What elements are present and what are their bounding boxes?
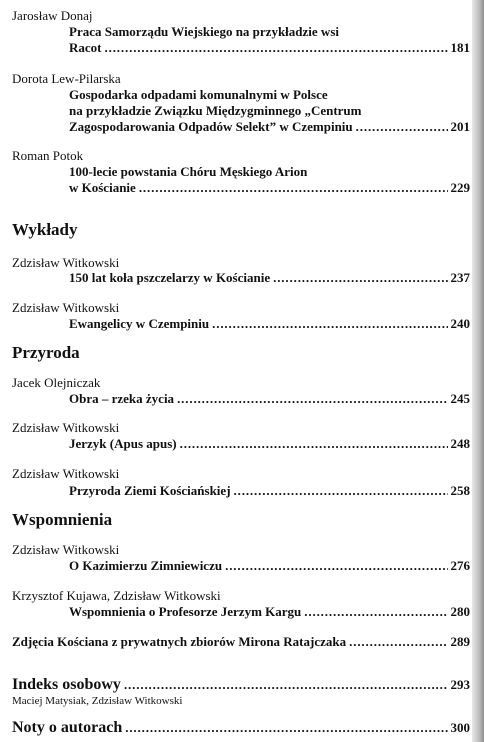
toc-entry-line[interactable] (69, 40, 470, 56)
page-number: 300 (450, 720, 470, 735)
dot-leader (349, 634, 447, 650)
entry-author: Zdzisław Witkowski (12, 255, 120, 270)
page-number: 240 (450, 316, 470, 331)
entry-title-line: Racot (69, 40, 102, 55)
entry-author: Zdzisław Witkowski (12, 420, 120, 435)
dot-leader (304, 604, 447, 620)
book-spine-shadow (472, 0, 484, 742)
entry-author: Zdzisław Witkowski (12, 300, 120, 315)
entry-title: Ewangelicy w Czempiniu (69, 316, 210, 331)
entry-author: Krzysztof Kujawa, Zdzisław Witkowski (12, 588, 221, 603)
entry-title-line: Praca Samorządu Wiejskiego na przykładzie wsi (69, 24, 339, 39)
page-number: 237 (450, 270, 470, 285)
entry-author: Jarosław Donaj (12, 8, 93, 23)
page-number: 258 (450, 483, 470, 498)
page-number: 181 (450, 40, 470, 55)
toc-entry-line[interactable] (69, 483, 470, 499)
dot-leader (125, 720, 447, 736)
dot-leader (225, 558, 447, 574)
dot-leader (273, 270, 447, 286)
page-number: 289 (450, 634, 470, 649)
entry-author: Jacek Olejniczak (12, 375, 101, 390)
entry-title-line: 100-lecie powstania Chóru Męskiego Arion (69, 164, 308, 179)
dot-leader (180, 436, 448, 452)
section-heading-noty: Noty o autorach (12, 719, 123, 736)
page-number: 245 (450, 391, 470, 406)
dot-leader (234, 483, 448, 499)
section-heading-indeks: Indeks osobowy (12, 676, 121, 693)
toc-entry-line[interactable] (12, 719, 470, 737)
page-number: 276 (450, 558, 470, 573)
section-heading-wyklady: Wykłady (12, 220, 78, 239)
dot-leader (105, 40, 448, 56)
page-number: 293 (450, 677, 470, 692)
dot-leader (212, 316, 447, 332)
entry-title: Jerzyk (Apus apus) (69, 436, 177, 451)
dot-leader (139, 180, 448, 196)
entry-title-line: na przykładzie Związku Międzygminnego „Centrum (69, 103, 362, 118)
entry-title: Zdjęcia Kościana z prywatnych zbiorów Mirona Ratajczaka (12, 634, 347, 649)
dot-leader (177, 391, 447, 407)
entry-title: Obra – rzeka życia (69, 391, 175, 406)
page-number: 201 (450, 119, 470, 134)
toc-entry-line[interactable] (69, 391, 470, 407)
page-number: 229 (450, 180, 470, 195)
entry-title-line: w Kościanie (69, 180, 136, 195)
page-number: 280 (450, 604, 470, 619)
entry-author: Dorota Lew-Pilarska (12, 71, 121, 86)
entry-author: Zdzisław Witkowski (12, 466, 120, 481)
entry-title-line: Zagospodarowania Odpadów Selekt” w Czempiniu (69, 119, 353, 134)
toc-entry-line[interactable] (69, 436, 470, 452)
entry-author: Zdzisław Witkowski (12, 542, 120, 557)
dot-leader (356, 119, 448, 135)
entry-title: Wspomnienia o Profesorze Jerzym Kargu (69, 604, 302, 619)
entry-title: 150 lat koła pszczelarzy w Kościanie (69, 270, 271, 285)
dot-leader (124, 677, 448, 693)
entry-title-line: Gospodarka odpadami komunalnymi w Polsce (69, 87, 328, 102)
entry-title: O Kazimierzu Zimniewiczu (69, 558, 223, 573)
toc-entry-line[interactable] (69, 119, 470, 135)
toc-entry-line[interactable] (69, 270, 470, 286)
section-heading-wspomnienia: Wspomnienia (12, 510, 113, 529)
entry-author: Maciej Matysiak, Zdzisław Witkowski (12, 695, 183, 707)
toc-entry-line[interactable] (12, 634, 470, 650)
section-heading-przyroda: Przyroda (12, 343, 80, 362)
toc-entry-line[interactable] (69, 180, 470, 196)
toc-entry-line[interactable] (12, 676, 470, 694)
toc-entry-line[interactable] (69, 558, 470, 574)
entry-author: Roman Potok (12, 148, 84, 163)
page-number: 248 (450, 436, 470, 451)
toc-entry-line[interactable] (69, 316, 470, 332)
toc-entry-line[interactable] (69, 604, 470, 620)
entry-title: Przyroda Ziemi Kościańskiej (69, 483, 231, 498)
